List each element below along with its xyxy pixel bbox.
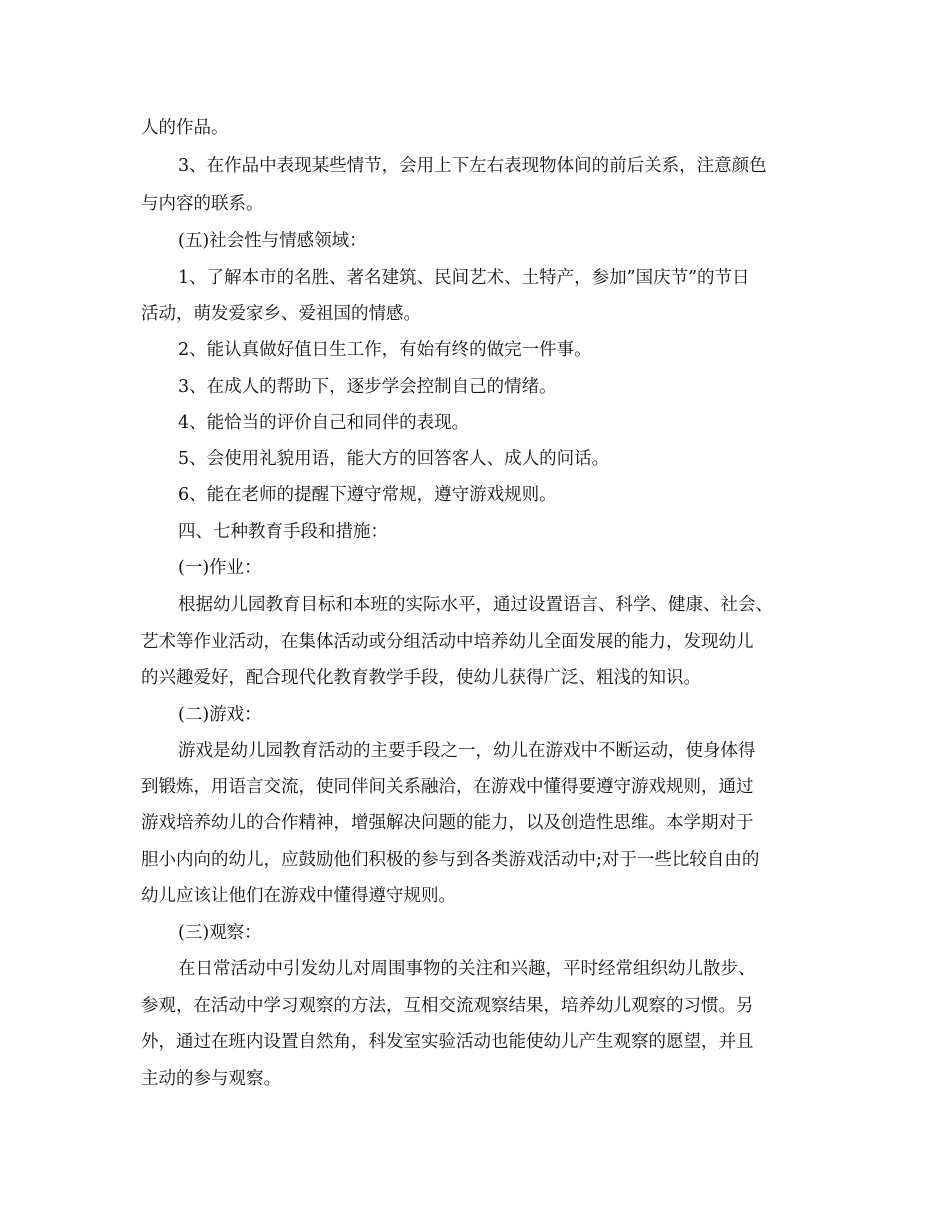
text-line: 主动的参与观察。 (141, 1069, 281, 1089)
section-heading: 四、七种教育手段和措施： (178, 522, 388, 542)
section-heading: (三)观察： (178, 923, 262, 943)
text-line: 到锻炼，用语言交流，使同伴间关系融洽，在游戏中懂得要遵守游戏规则，通过 (141, 777, 754, 797)
text-line: 外，通过在班内设置自然角，科发室实验活动也能使幼儿产生观察的愿望，并且 (141, 1032, 754, 1052)
text-line: 游戏是幼儿园教育活动的主要手段之一，幼儿在游戏中不断运动，使身体得 (178, 741, 756, 761)
text-line: 3、在作品中表现某些情节，会用上下左右表现物体间的前后关系，注意颜色 (178, 156, 767, 176)
text-line: 胆小内向的幼儿，应鼓励他们积极的参与到各类游戏活动中;对于一些比较自由的 (141, 850, 760, 870)
text-line: 6、能在老师的提醒下遵守常规，遵守游戏规则。 (178, 485, 557, 505)
text-line: 3、在成人的帮助下，逐步学会控制自己的情绪。 (178, 377, 557, 397)
section-heading: (一)作业： (178, 558, 262, 578)
text-line: 艺术等作业活动，在集体活动或分组活动中培养幼儿全面发展的能力，发现幼儿 (141, 632, 754, 652)
text-line: 1、了解本市的名胜、著名建筑、民间艺术、土特产，参加”国庆节”的节日 (178, 268, 750, 288)
text-line: 2、能认真做好值日生工作，有始有终的做完一件事。 (178, 340, 592, 360)
text-line: 人的作品。 (141, 118, 229, 138)
section-heading: (二)游戏： (178, 705, 262, 725)
text-line: 参观，在活动中学习观察的方法，互相交流观察结果，培养幼儿观察的习惯。另 (141, 996, 754, 1016)
text-line: 根据幼儿园教育目标和本班的实际水平，通过设置语言、科学、健康、社会、 (178, 595, 773, 615)
text-line: 游戏培养幼儿的合作精神，增强解决问题的能力，以及创造性思维。本学期对于 (141, 813, 754, 833)
text-line: 活动，萌发爱家乡、爱祖国的情感。 (141, 304, 421, 324)
section-heading: (五)社会性与情感领域： (178, 231, 367, 251)
text-line: 的兴趣爱好，配合现代化教育教学手段，使幼儿获得广泛、粗浅的知识。 (141, 668, 701, 688)
text-line: 幼儿应该让他们在游戏中懂得遵守规则。 (141, 886, 456, 906)
text-line: 4、能恰当的评价自己和同伴的表现。 (178, 413, 470, 433)
text-line: 在日常活动中引发幼儿对周围事物的关注和兴趣，平时经常组织幼儿散步、 (178, 959, 756, 979)
text-line: 5、会使用礼貌用语，能大方的回答客人、成人的问话。 (178, 449, 610, 469)
text-line: 与内容的联系。 (141, 194, 264, 214)
